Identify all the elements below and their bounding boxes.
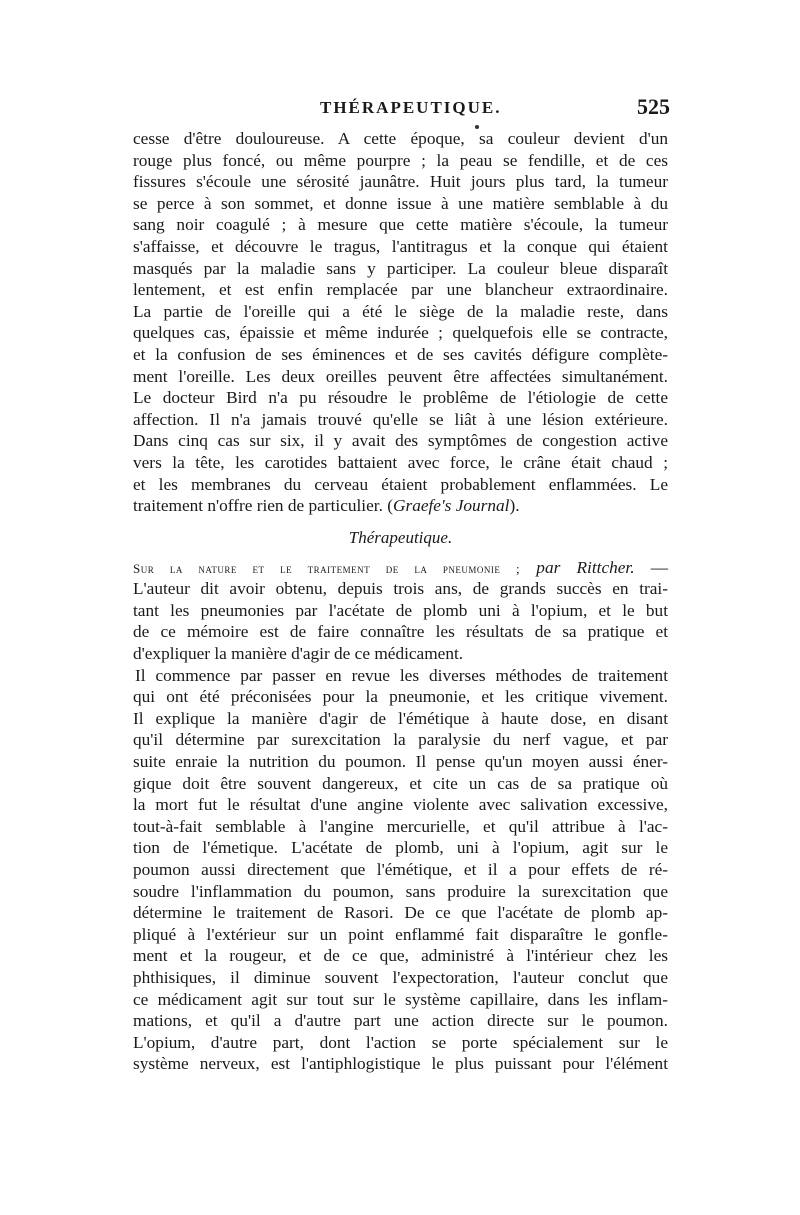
text-line: mations, et qu'il a d'autre part une action directe sur le poumon. [133, 1011, 668, 1031]
text-line: fissures s'écoule une sérosité jaunâtre. Huit jours plus tard, la tumeur [133, 172, 668, 192]
text-line: tout-à-fait semblable à l'angine mercurielle, et qu'il attribue à l'ac- [133, 816, 668, 836]
text-line: rouge plus foncé, ou même pourpre ; la peau se fendille, et de ces [133, 150, 668, 170]
text-line: d'expliquer la manière d'agir de ce médicament. [133, 644, 464, 664]
text-line: sang noir coagulé ; à mesure que cette matière s'écoule, la tumeur [133, 215, 668, 235]
text-line: et les membranes du cerveau étaient probablement enflammées. Le [133, 474, 668, 494]
text-line: pliqué à l'extérieur sur un point enflammé fait disparaître le gonfle- [133, 924, 668, 944]
text-line: Dans cinq cas sur six, il y avait des symptômes de congestion active [133, 431, 668, 451]
text-line: Le docteur Bird n'a pu résoudre le problême de l'étiologie de cette [133, 388, 668, 408]
paragraph-2 [133, 557, 668, 665]
text-line: quelques cas, épaissie et même indurée ; quelquefois elle se contracte, [133, 323, 668, 343]
text-line: la mort fut le résultat d'une angine violente avec salivation excessive, [133, 795, 668, 815]
body-text [133, 128, 668, 1075]
text-line: qu'il détermine par surexcitation la paralysie du nerf vague, et par [133, 730, 668, 750]
text-line: Il explique la manière d'agir de l'émétique à haute dose, en disant [133, 708, 668, 728]
text-line: La partie de l'oreille qui a été le siège de la maladie reste, dans [133, 301, 668, 321]
text-fragment: ). [509, 496, 520, 516]
text-line [133, 495, 668, 517]
text-line: masqués par la maladie sans y participer. La couleur bleue disparaît [133, 258, 668, 278]
text-line: Il commence par passer en revue les diverses méthodes de traitement [135, 665, 668, 685]
source-citation: Graefe's Journal [392, 496, 510, 516]
text-line: détermine le traitement de Rasori. De ce que l'acétate de plomb ap- [133, 903, 668, 923]
text-line: système nerveux, est l'antiphlogistique le plus puissant pour l'élément [133, 1054, 668, 1074]
text-line: tant les pneumonies par l'acétate de plomb uni à l'opium, et le but [133, 600, 668, 620]
text-line: lentement, et est enfin remplacée par une blancheur extraordinaire. [133, 280, 668, 300]
paragraph-1 [133, 128, 668, 517]
running-title: THÉRAPEUTIQUE. [320, 98, 502, 117]
text-line: soudre l'inflammation du poumon, sans produire la surexcitation que [133, 881, 668, 901]
text-line: affection. Il n'a jamais trouvé qu'elle se liât à une lésion extérieure. [133, 409, 668, 429]
text-line: de ce mémoire est de faire connaître les résultats de sa pratique et [133, 622, 668, 642]
text-line: ment et la rougeur, et de ce que, administré à l'intérieur chez les [133, 946, 668, 966]
section-title: Thérapeutique. [348, 527, 453, 547]
text-line: ment l'oreille. Les deux oreilles peuvent être affectées simultanément. [133, 366, 668, 386]
text-line: s'affaisse, et découvre le tragus, l'antitragus et la conque qui étaient [133, 236, 668, 256]
text-line: cesse d'être douloureuse. A cette époque, sa couleur devient d'un [133, 129, 668, 148]
text-line: ce médicament agit sur tout sur le système capillaire, dans les inflam- [133, 989, 668, 1009]
text-line: vers la tête, les carotides battaient avec force, le crâne était chaud ; [133, 452, 668, 472]
text-line: qui ont été préconisées pour la pneumonie, et les critique vivement. [133, 687, 668, 707]
text-line: L'auteur dit avoir obtenu, depuis trois ans, de grands succès en trai- [133, 579, 668, 599]
text-line: et la confusion de ses éminences et de ses cavités défigure complète- [133, 344, 668, 364]
text-line: se perce à son sommet, et donne issue à une matière semblable à du [133, 193, 668, 213]
text-line: suite enraie la nutrition du poumon. Il pense qu'un moyen aussi éner- [133, 752, 668, 772]
article-title: Sur la nature et le traitement de la pneumonie ; [133, 560, 521, 576]
text-line: gique doit être souvent dangereux, et cite un cas de sa pratique où [133, 773, 668, 793]
text-line: poumon aussi directement que l'émétique, et il a pour effets de ré- [133, 860, 668, 879]
article-by: par [536, 557, 561, 577]
text-line: tion de l'émetique. L'acétate de plomb, uni à l'opium, agit sur le [133, 838, 668, 858]
paragraph-3 [133, 665, 668, 1075]
article-heading [133, 557, 668, 579]
text-line: L'opium, d'autre part, dont l'action se porte spécialement sur le [133, 1032, 668, 1052]
page-number: 525 [637, 94, 670, 119]
article-dash: — [650, 557, 669, 577]
article-author: Rittcher. [576, 557, 635, 577]
text-line: phthisiques, il diminue souvent l'expectoration, l'auteur conclut que [133, 967, 668, 987]
running-head [300, 94, 670, 124]
text-fragment: traitement n'offre rien de particulier. ( [133, 496, 393, 516]
